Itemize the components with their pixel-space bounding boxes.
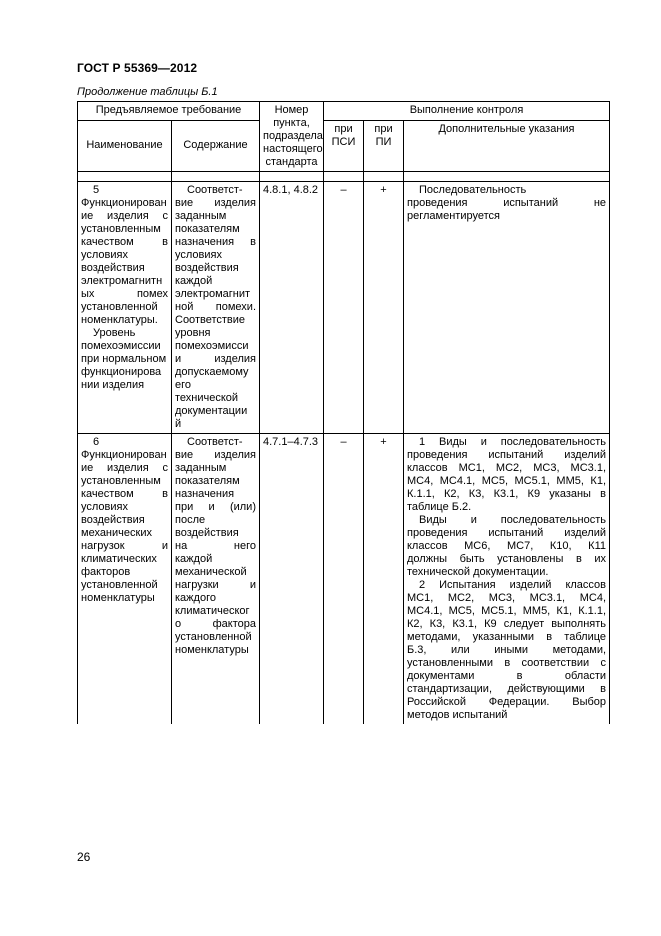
page-number: 26 — [77, 850, 91, 864]
header-pi: при ПИ — [364, 120, 404, 171]
table-header-row-1 — [78, 102, 610, 121]
table-separator-row — [78, 172, 610, 182]
row-notes-cell: 1 Виды и последовательность проведения испытаний изделий классов МС1, МС2, МС3, МС3.1, МС4, МС4.1, МС5, МС5.1, ММ5, К1, К.1.1, К2, К3, К3.1, К9 указаны в таблице Б.2. Виды и последовательность проведения испытаний изделий классов МС6, МС7, К10, К11 должны быть установлены в их технической документации. 2 Испытания изделий классов МС1, МС2, МС3, МС3.1, МС4, МС4.1, МС5, МС5.1, ММ5, К1, К.1.1, К2, К3, К3.1, К9 следует выполнять методами, указанными в таблице Б.3, или иными методами, установленными в соответствии с документами в области стандартизации, действующими в Российской Федерации. Выбор методов испытаний — [404, 434, 610, 725]
table-row — [78, 182, 610, 434]
row-psi-cell: – — [324, 434, 364, 725]
row-content-cell: Соответст- вие изделия заданным показателям назначения в условиях воздействия каждой электромагнит ной помехи. Соответствие уровня помехоэмисси и изделия допускаемому его технической документации й — [172, 182, 260, 434]
table-header-row-2 — [78, 120, 610, 171]
header-psi: при ПСИ — [324, 120, 364, 171]
document-standard-header: ГОСТ Р 55369—2012 — [77, 61, 198, 75]
header-control-group: Выполнение контроля — [324, 102, 610, 121]
table-caption: Продолжение таблицы Б.1 — [77, 86, 218, 98]
header-clause-number: Номер пункта, подраздела настоящего стандарта — [260, 102, 324, 172]
header-content: Содержание — [172, 120, 260, 171]
row-name-cell: 6 Функционирован ие изделия с установленным качеством в условиях воздействия механических нагрузок и климатических факторов установленной номенклатуры — [78, 434, 172, 725]
row-notes-cell: Последовательность проведения испытаний не регламентируется — [404, 182, 610, 434]
header-name: Наименование — [78, 120, 172, 171]
row-clause-cell: 4.8.1, 4.8.2 — [260, 182, 324, 434]
row-pi-cell: + — [364, 434, 404, 725]
header-notes: Дополнительные указания — [404, 120, 610, 171]
row-pi-cell: + — [364, 182, 404, 434]
row-psi-cell: – — [324, 182, 364, 434]
header-requirement-group: Предъявляемое требование — [78, 102, 260, 121]
row-content-cell: Соответст- вие изделия заданным показателям назначения при и (или) после воздействия на него каждой механической нагрузки и каждого климатическог о фактора установленной номенклатуры — [172, 434, 260, 725]
table-row — [78, 434, 610, 725]
requirements-table — [77, 101, 610, 724]
row-name-cell: 5 Функционирован ие изделия с установленным качеством в условиях воздействия электромагнитн ых помех установленной номенклатуры. Уровень помехоэмиссии при нормальном функционирова нии изделия — [78, 182, 172, 434]
row-clause-cell: 4.7.1–4.7.3 — [260, 434, 324, 725]
